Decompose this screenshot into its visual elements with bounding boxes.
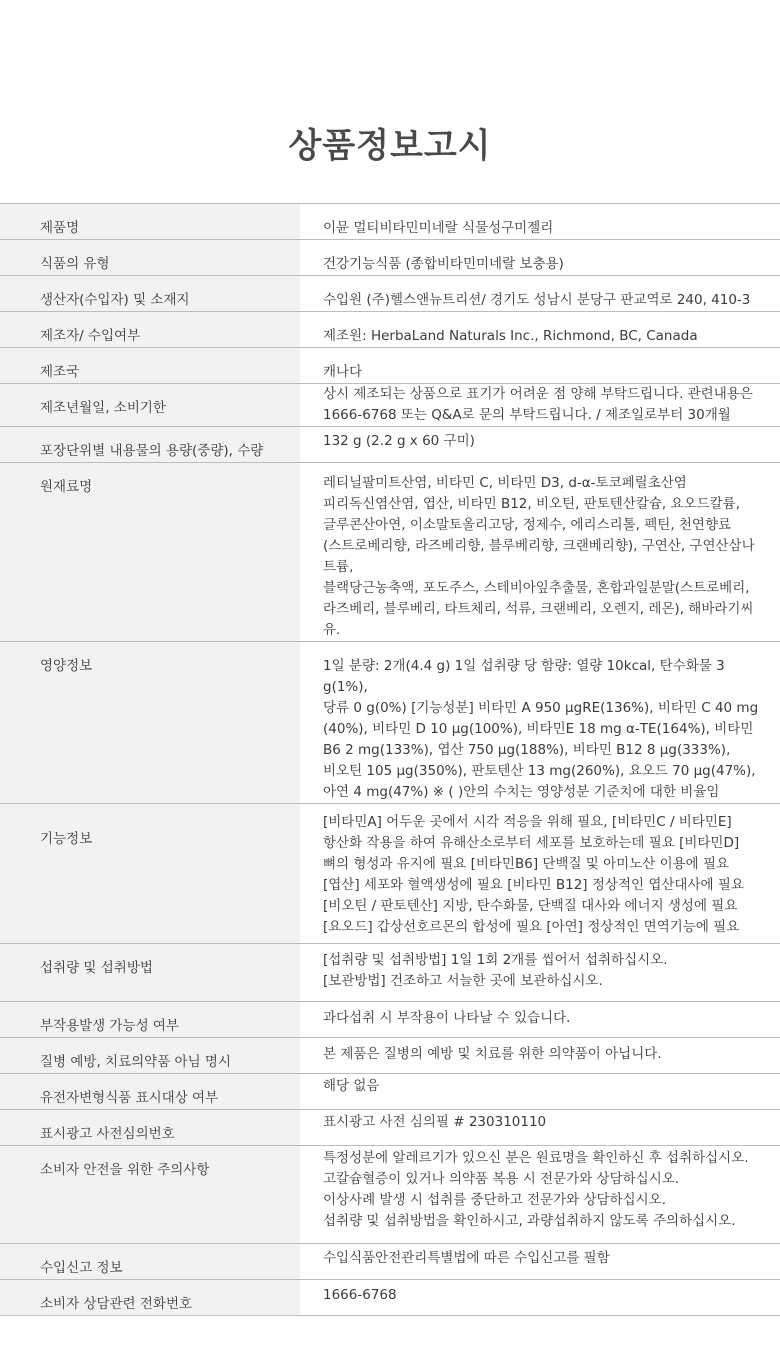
row-label-cell: [0, 1146, 300, 1244]
row-label: 원재료명: [40, 479, 93, 495]
row-label-cell: [0, 204, 300, 240]
table-row: [0, 642, 780, 804]
row-value: 캐나다: [323, 364, 363, 380]
row-label: 표시광고 사전심의번호: [40, 1126, 175, 1142]
row-value-cell: [300, 427, 780, 463]
row-label-cell: [0, 1110, 300, 1146]
row-value: 레티닐팔미트산염, 비타민 C, 비타민 D3, d-α-토코페릴초산염 피리독신염산염, 엽산, 비타민 B12, 비오틴, 판토텐산칼슘, 요오드칼륨, 글루콘산아연, 이소말토올리고당, 정제수, 에리스리톨, 펙틴, 천연향료 (스트로베리향, 라즈베리향, 블루베리향, 크랜베리향), 구연산, 구연산삼나트륨, 블랙당근농축액, 포도주스, 스테비아잎추출물, 혼합과일분말(스트로베리, 라즈베리, 블루베리, 타트체리, 석류, 크랜베리, 오렌지, 레몬), 해바라기씨유.: [323, 475, 755, 638]
row-label: 기능정보: [40, 831, 93, 847]
row-value-cell: [300, 348, 780, 384]
table-row: [0, 944, 780, 1002]
row-value: 특정성분에 알레르기가 있으신 분은 원료명을 확인하신 후 섭취하십시오. 고칼슘혈증이 있거나 의약품 복용 시 전문가와 상담하십시오. 이상사례 발생 시 섭취를 중단하고 전문가와 상담하십시오. 섭취량 및 섭취방법을 확인하시고, 과량섭취하지 않도록 주의하십시오.: [323, 1150, 749, 1229]
row-label-cell: [0, 348, 300, 384]
row-label: 소비자 안전을 위한 주의사항: [40, 1162, 210, 1178]
row-label-cell: [0, 427, 300, 463]
table-row: [0, 1244, 780, 1280]
row-label-cell: [0, 1280, 300, 1316]
row-label: 식품의 유형: [40, 256, 110, 272]
row-label: 부작용발생 가능성 여부: [40, 1018, 179, 1034]
page-title: 상품정보고시: [288, 126, 492, 166]
row-value: 132 g (2.2 g x 60 구미): [323, 433, 475, 449]
table-row: [0, 240, 780, 276]
row-value-cell: [300, 1074, 780, 1110]
table-row: [0, 204, 780, 240]
row-label: 포장단위별 내용물의 용량(중량), 수량: [40, 443, 264, 459]
table-row: [0, 1110, 780, 1146]
row-label: 제조년월일, 소비기한: [40, 400, 166, 416]
row-label-cell: [0, 463, 300, 642]
row-label: 제조자/ 수입여부: [40, 328, 141, 344]
row-label: 제품명: [40, 220, 80, 236]
table-row: [0, 1038, 780, 1074]
row-value-cell: [300, 1038, 780, 1074]
row-label-cell: [0, 384, 300, 427]
row-value-cell: [300, 1280, 780, 1316]
row-label: 질병 예방, 치료의약품 아님 명시: [40, 1054, 231, 1070]
row-value-cell: [300, 204, 780, 240]
table-row: [0, 427, 780, 463]
row-value: 상시 제조되는 상품으로 표기가 어려운 점 양해 부탁드립니다. 관련내용은 1666-6768 또는 Q&A로 문의 부탁드립니다. / 제조일로부터 30개월: [323, 386, 753, 423]
row-value-cell: [300, 944, 780, 1002]
row-label-cell: [0, 240, 300, 276]
table-row: [0, 463, 780, 642]
table-row: [0, 1074, 780, 1110]
row-label-cell: [0, 1074, 300, 1110]
table-row: [0, 312, 780, 348]
row-label: 섭취량 및 섭취방법: [40, 960, 153, 976]
row-value-cell: [300, 276, 780, 312]
row-value-cell: [300, 1002, 780, 1038]
row-value: 건강기능식품 (종합비타민미네랄 보충용): [323, 256, 564, 272]
row-value-cell: [300, 1110, 780, 1146]
table-row: [0, 276, 780, 312]
row-label: 유전자변형식품 표시대상 여부: [40, 1090, 219, 1106]
row-value-cell: [300, 384, 780, 427]
row-label: 제조국: [40, 364, 80, 380]
row-value: 과다섭취 시 부작용이 나타날 수 있습니다.: [323, 1010, 571, 1026]
row-value: 표시광고 사전 심의필 # 230310110: [323, 1114, 547, 1130]
row-value: 수입원 (주)헬스앤뉴트리션/ 경기도 성남시 분당구 판교역로 240, 410-3: [323, 292, 751, 308]
row-label-cell: [0, 804, 300, 944]
row-value: 1666-6768: [323, 1287, 397, 1303]
table-row: [0, 1002, 780, 1038]
row-value-cell: [300, 1146, 780, 1244]
row-label-cell: [0, 642, 300, 804]
table-row: [0, 384, 780, 427]
row-value-cell: [300, 240, 780, 276]
row-value: [섭취량 및 섭취방법] 1일 1회 2개를 씹어서 섭취하십시오. [보관방법] 건조하고 서늘한 곳에 보관하십시오.: [323, 952, 668, 989]
table-row: [0, 1280, 780, 1316]
row-label-cell: [0, 312, 300, 348]
row-label-cell: [0, 276, 300, 312]
row-value: 해당 없음: [323, 1078, 380, 1094]
row-value-cell: [300, 1244, 780, 1280]
row-value: 1일 분량: 2개(4.4 g) 1일 섭취량 당 함량: 열량 10kcal, 탄수화물 3 g(1%), 당류 0 g(0%) [기능성분] 비타민 A 950 μgRE(136%), 비타민 C 40 mg (40%), 비타민 D 10 μg(100%), 비타민E 18 mg α-TE(164%), 비타민 B6 2 mg(133%), 엽산 750 μg(188%), 비타민 B12 8 μg(333%), 비오틴 105 μg(350%), 판토텐산 13 mg(260%), 요오드 70 μg(47%), 아연 4 mg(47%) ※ ( )안의 수치는 영양성분 기준치에 대한 비율임: [323, 658, 759, 800]
product-info-table: [0, 203, 780, 1316]
row-value: 이뮨 멀티비타민미네랄 식물성구미젤리: [323, 220, 554, 236]
row-label: 소비자 상담관련 전화번호: [40, 1296, 193, 1312]
row-label-cell: [0, 1244, 300, 1280]
row-label-cell: [0, 944, 300, 1002]
row-label-cell: [0, 1002, 300, 1038]
table-row: [0, 1146, 780, 1244]
table-row: [0, 804, 780, 944]
row-label: 생산자(수입자) 및 소재지: [40, 292, 190, 308]
row-value-cell: [300, 463, 780, 642]
row-label: 영양정보: [40, 658, 93, 674]
row-value-cell: [300, 312, 780, 348]
row-value: 본 제품은 질병의 예방 및 치료를 위한 의약품이 아닙니다.: [323, 1046, 662, 1062]
row-value: 수입식품안전관리특별법에 따른 수입신고를 필함: [323, 1250, 610, 1266]
table-row: [0, 348, 780, 384]
row-value-cell: [300, 804, 780, 944]
row-value: [비타민A] 어두운 곳에서 시각 적응을 위해 필요, [비타민C / 비타민E] 항산화 작용을 하여 유해산소로부터 세포를 보호하는데 필요 [비타민D] 뼈의 형성과 유지에 필요 [비타민B6] 단백질 및 아미노산 이용에 필요 [엽산] 세포와 혈액생성에 필요 [비타민 B12] 정상적인 엽산대사에 필요 [비오틴 / 판토텐산] 지방, 탄수화물, 단백질 대사와 에너지 생성에 필요 [요오드] 갑상선호르몬의 합성에 필요 [아연] 정상적인 면역기능에 필요: [323, 814, 744, 935]
row-value-cell: [300, 642, 780, 804]
row-value: 제조원: HerbaLand Naturals Inc., Richmond, BC, Canada: [323, 328, 698, 344]
row-label: 수입신고 정보: [40, 1260, 123, 1276]
row-label-cell: [0, 1038, 300, 1074]
